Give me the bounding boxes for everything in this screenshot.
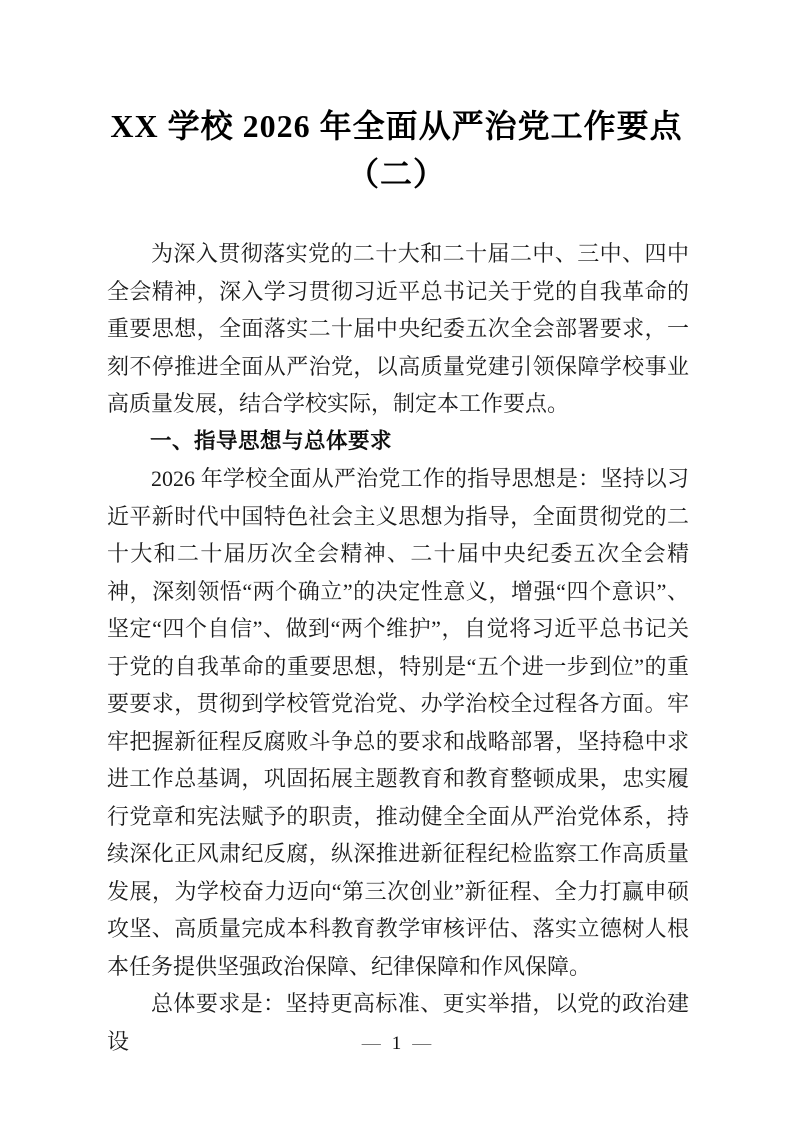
footer-left-dash: — <box>361 1033 381 1054</box>
document-title-line-2: （二） <box>346 156 446 192</box>
footer-right-dash: — <box>412 1033 432 1054</box>
document-body <box>107 235 689 1060</box>
document-title-line-1: XX 学校 2026 年全面从严治党工作要点 <box>110 108 683 144</box>
page-number: 1 <box>391 1033 402 1054</box>
paragraph-overall-requirement: 总体要求是：坚持更高标准、更实举措，以党的政治建设 <box>107 991 689 1054</box>
paragraph-guiding-thought: 2026 年学校全面从严治党工作的指导思想是：坚持以习近平新时代中国特色社会主义思想为指导，全面贯彻党的二十大和二十届历次全会精神、二十届中央纪委五次全会精神，深刻领悟“两个确立”的决定性意义，增强“四个意识”、坚定“四个自信”、做到“两个维护”，自觉将习近平总书记关于党的自我革命的重要思想，特别是“五个进一步到位”的重要要求，贯彻到学校管党治党、办学治校全过程各方面。牢牢把握新征程反腐败斗争总的要求和战略部署，坚持稳中求进工作总基调，巩固拓展主题教育和教育整顿成果，忠实履行党章和宪法赋予的职责，推动健全全面从严治党体系，持续深化正风肃纪反腐，纵深推进新征程纪检监察工作高质量发展，为学校奋力迈向“第三次创业”新征程、全力打赢申硕攻坚、高质量完成本科教育教学审核评估、落实立德树人根本任务提供坚强政治保障、纪律保障和作风保障。 <box>107 466 689 979</box>
page-footer <box>0 1033 793 1055</box>
paragraph-intro: 为深入贯彻落实党的二十大和二十届二中、三中、四中全会精神，深入学习贯彻习近平总书记关于党的自我革命的重要思想，全面落实二十届中央纪委五次全会部署要求，一刻不停推进全面从严治党，以高质量党建引领保障学校事业高质量发展，结合学校实际，制定本工作要点。 <box>107 241 689 416</box>
document-title <box>0 102 793 198</box>
section-heading-1: 一、指导思想与总体要求 <box>150 428 393 453</box>
